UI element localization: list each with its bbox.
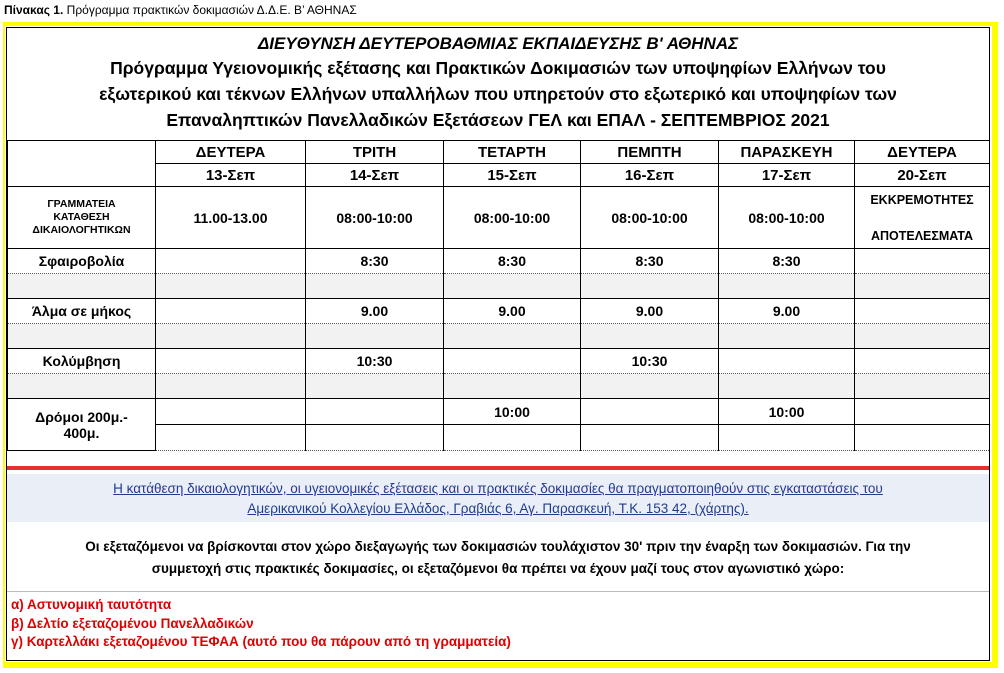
secretariat-label [8,187,156,249]
event-time: 10:00 [444,399,581,425]
day-date: 14-Σεπ [306,164,444,187]
caption-number: Πίνακας 1. [4,3,64,17]
location-note-line[interactable]: Αμερικανικού Κολλεγίου Ελλάδος, Γραβιάς 6, Αγ. Παρασκευή, Τ.Κ. 153 42, (χάρτης). [247,501,749,516]
event-time [855,399,990,425]
day-date: 20-Σεπ [855,164,990,187]
event-row-shot-put [8,249,990,274]
arrival-note-line: συμμετοχή στις πρακτικές δοκιμασίες, οι εξεταζόμενοι θα πρέπει να έχουν μαζί τους στον αγωνιστικό χώρο: [151,561,845,576]
event-row-running [8,399,990,425]
event-time: 10:00 [719,399,855,425]
event-row-swimming [8,349,990,374]
requirements-list [11,596,511,652]
day-name: ΠΑΡΑΣΚΕΥΗ [719,141,855,164]
day-date: 13-Σεπ [156,164,306,187]
requirement-item: β) Δελτίο εξεταζομένου Πανελλαδικών [11,615,254,631]
results-label: ΑΠΟΤΕΛΕΣΜΑΤΑ [870,228,974,243]
event-name-line: Δρόμοι 200μ.- [35,408,128,425]
secretariat-label-line: ΓΡΑΜΜΑΤΕΙΑ [47,198,116,210]
event-time: 8:30 [581,249,719,274]
day-name: ΔΕΥΤΕΡΑ [855,141,990,164]
table-caption [4,2,357,18]
day-name-row [8,141,990,164]
event-time: 9.00 [581,299,719,324]
secretariat-label-line: ΔΙΚΑΙΟΛΟΓΗΤΙΚΩΝ [32,224,131,236]
program-title-line-1: Πρόγραμμα Υγειονομικής εξέτασης και Πρακτικών Δοκιμασιών των υποψηφίων Ελλήνων του [110,58,886,78]
location-note[interactable] [7,474,989,522]
secretariat-time: 11.00-13.00 [156,187,306,249]
event-time [719,349,855,374]
program-title-line-2: εξωτερικού και τέκνων Ελλήνων υπαλλήλων που υπηρετούν στο εξωτερικό και υποψηφίων των [99,84,897,104]
event-time [156,299,306,324]
pending-label: ΕΚΚΡΕΜΟΤΗΤΕΣ [870,192,974,207]
day-date: 16-Σεπ [581,164,719,187]
spacer-row [8,374,990,399]
event-time [855,349,990,374]
corner-cell [8,141,156,187]
event-time [444,349,581,374]
event-name-line: 400μ. [63,424,100,441]
program-title-line-3: Επαναληπτικών Πανελλαδικών Εξετάσεων ΓΕΛ και ΕΠΑΛ - ΣΕΠΤΕΜΒΡΙΟΣ 2021 [166,110,830,130]
directorate-title: ΔΙΕΥΘΥΝΣΗ ΔΕΥΤΕΡΟΒΑΘΜΙΑΣ ΕΚΠΑΙΔΕΥΣΗΣ Β' ΑΘΗΝΑΣ [257,34,739,53]
secretariat-row [8,187,990,249]
event-time: 8:30 [306,249,444,274]
event-time: 9.00 [719,299,855,324]
caption-text: Πρόγραμμα πρακτικών δοκιμασιών Δ.Δ.Ε. Β’ ΑΘΗΝΑΣ [63,3,357,17]
spacer-row [8,274,990,299]
event-time [156,249,306,274]
separator-line [7,466,989,470]
arrival-note [7,532,989,592]
event-time [156,399,306,425]
day-name: ΠΕΜΠΤΗ [581,141,719,164]
day-name: ΤΡΙΤΗ [306,141,444,164]
day-date: 15-Σεπ [444,164,581,187]
event-time: 8:30 [719,249,855,274]
secretariat-time: 08:00-10:00 [306,187,444,249]
event-name: Σφαιροβολία [8,249,156,274]
secretariat-time: 08:00-10:00 [444,187,581,249]
event-name: Άλμα σε μήκος [8,299,156,324]
day-name: ΔΕΥΤΕΡΑ [156,141,306,164]
requirement-item: γ) Καρτελλάκι εξεταζομένου ΤΕΦΑΑ (αυτό που θα πάρουν από τη γραμματεία) [11,634,511,649]
spacer-row [8,425,990,451]
event-time: 10:30 [306,349,444,374]
requirement-item: α) Αστυνομική ταυτότητα [11,597,172,612]
event-name [8,399,156,451]
schedule-table [7,140,990,451]
arrival-note-line: Οι εξεταζόμενοι να βρίσκονται στον χώρο διεξαγωγής των δοκιμασιών τουλάχιστον 30' πριν την έναρξη των δοκιμασιών. Για την [85,539,911,554]
event-time [581,399,719,425]
event-time: 8:30 [444,249,581,274]
schedule-document [6,27,990,661]
pending-results-cell [855,187,990,249]
secretariat-time: 08:00-10:00 [719,187,855,249]
day-name: ΤΕΤΑΡΤΗ [444,141,581,164]
location-note-line[interactable]: Η κατάθεση δικαιολογητικών, οι υγειονομικές εξέτασεις και οι πρακτικές δοκιμασίες θα πραγματοποιηθούν στις εγκαταστάσεις του [113,481,883,496]
event-time: 9.00 [444,299,581,324]
document-header [7,28,989,140]
day-date: 17-Σεπ [719,164,855,187]
secretariat-time: 08:00-10:00 [581,187,719,249]
event-time [855,249,990,274]
secretariat-label-line: ΚΑΤΑΘΕΣΗ [53,211,110,223]
day-date-row [8,164,990,187]
event-time [855,299,990,324]
event-row-long-jump [8,299,990,324]
event-time [306,399,444,425]
event-time [156,349,306,374]
spacer-row [8,324,990,349]
event-time: 9.00 [306,299,444,324]
event-name: Κολύμβηση [8,349,156,374]
event-time: 10:30 [581,349,719,374]
